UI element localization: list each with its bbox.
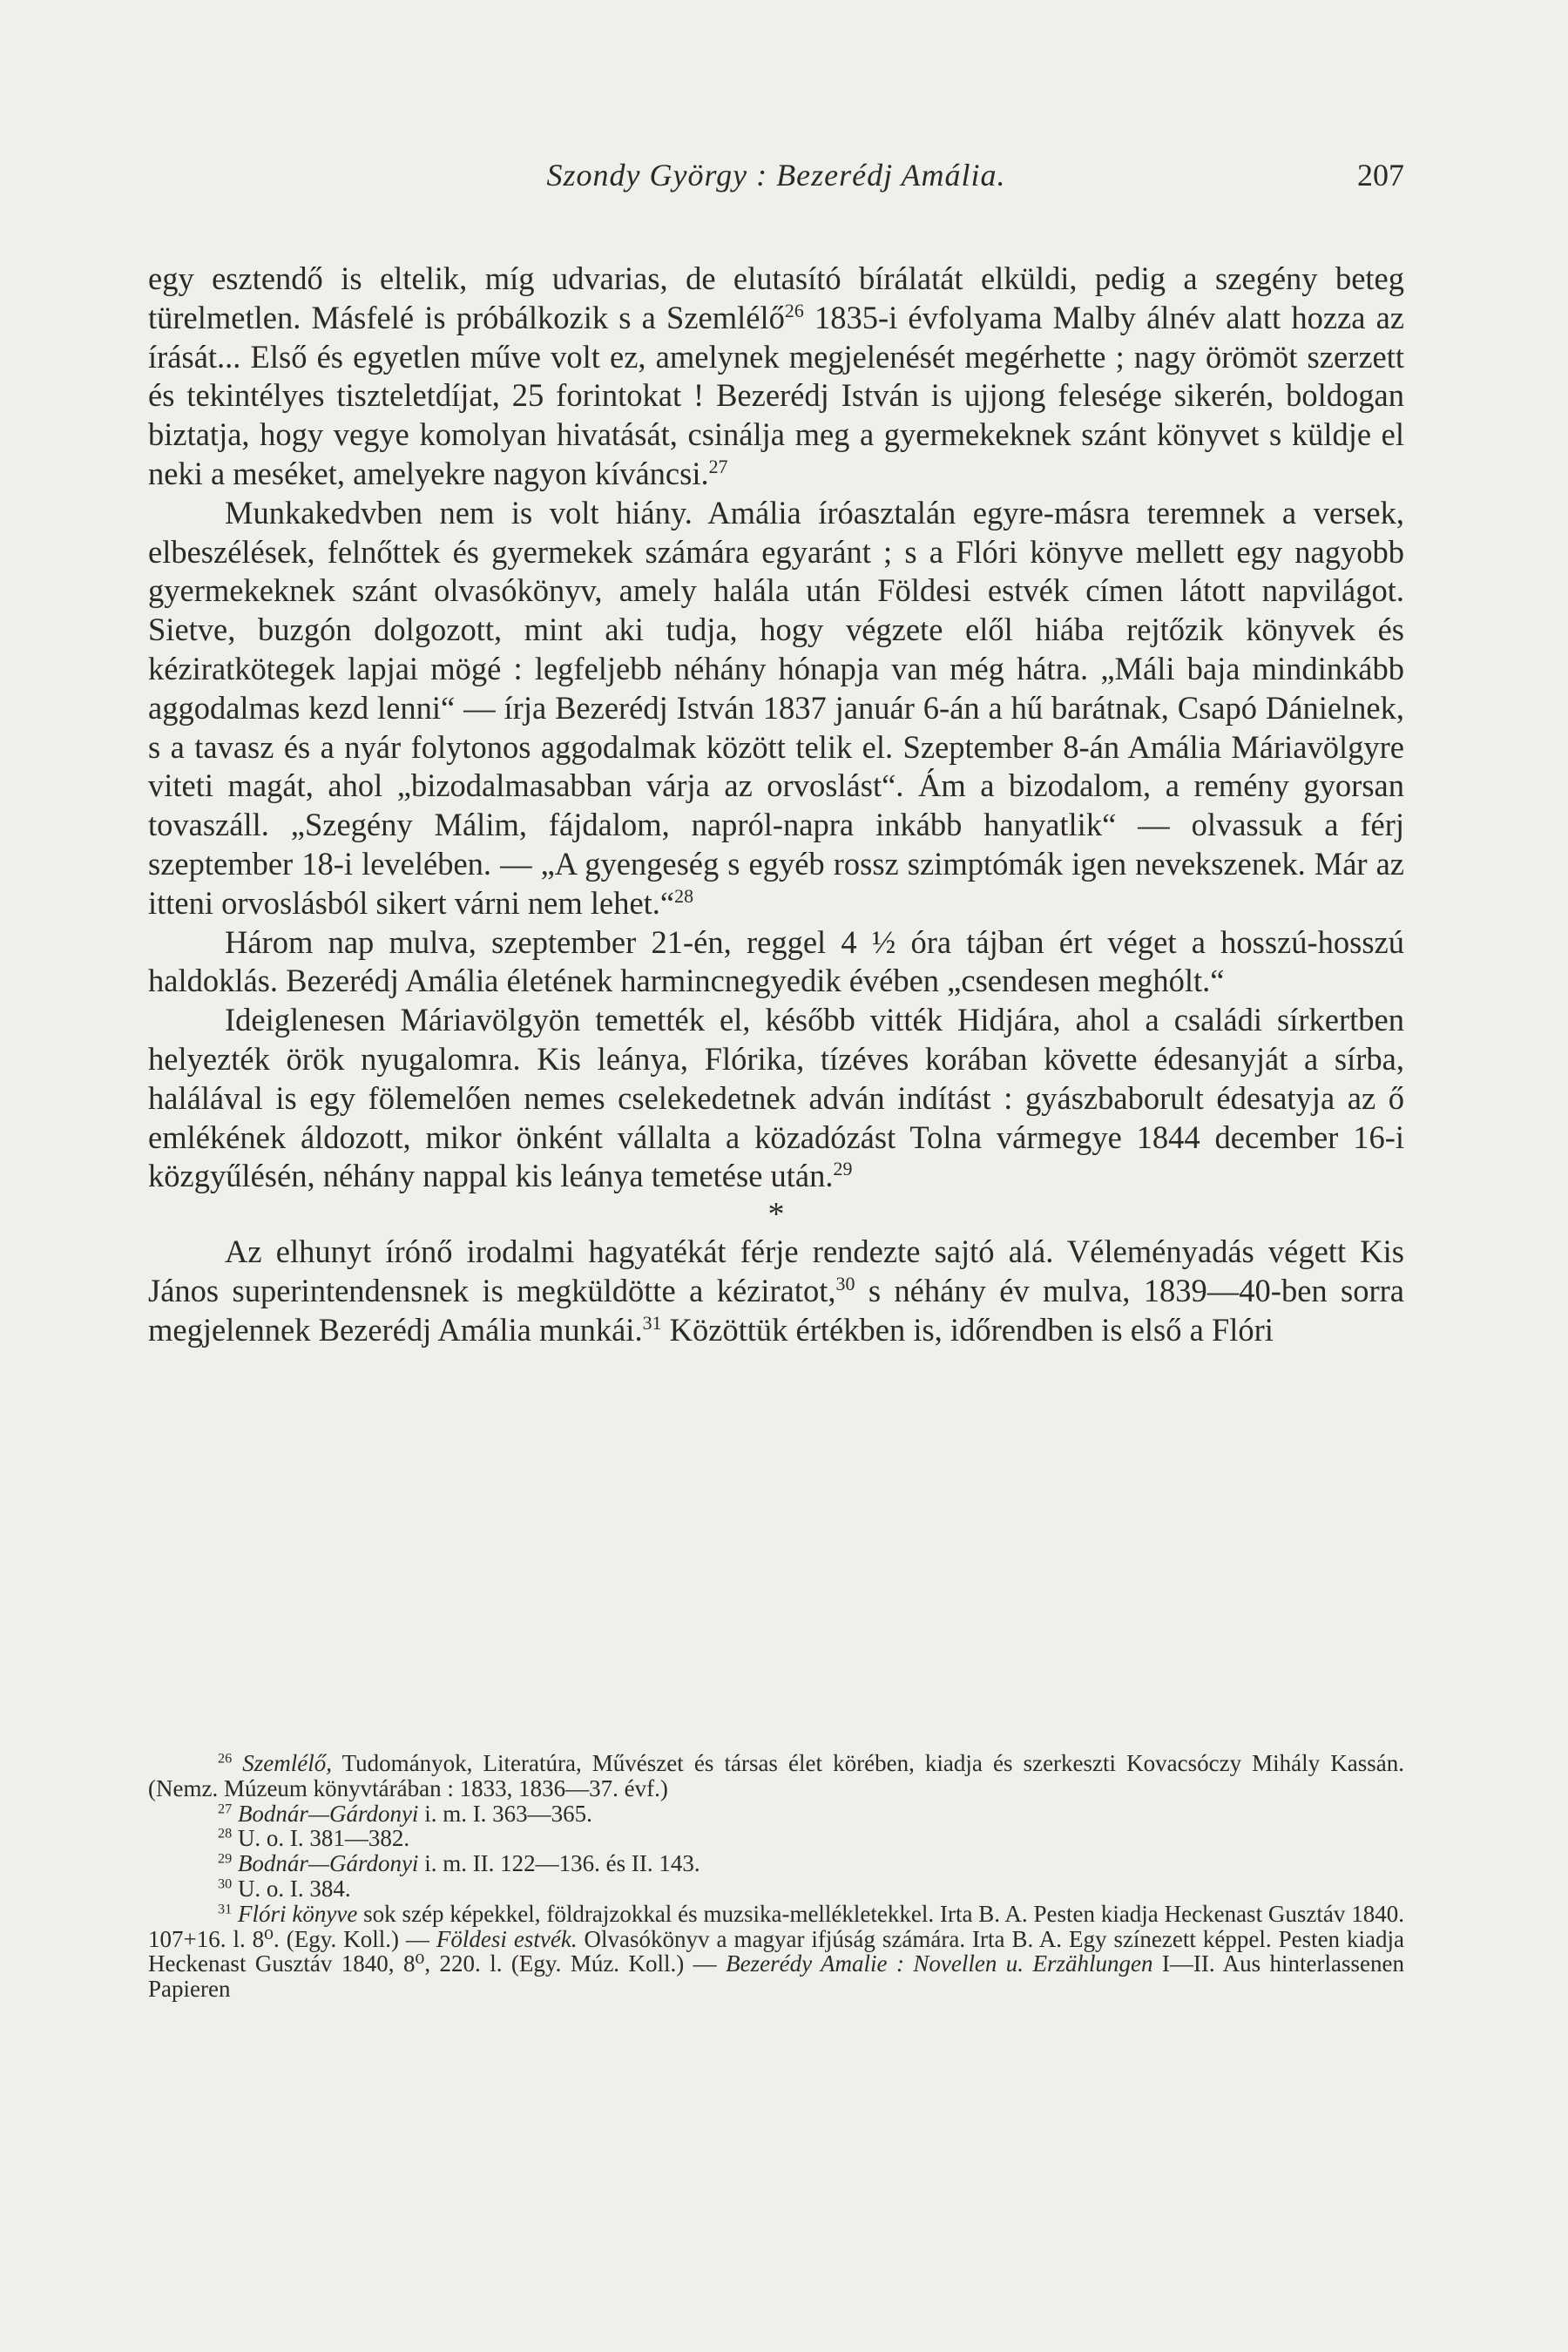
footnotes	[148, 1751, 1404, 2002]
footnote-number: 26	[218, 1750, 233, 1767]
footnote-title-2: Földesi estvék.	[436, 1925, 578, 1952]
paragraph-2	[148, 494, 1404, 923]
footnote-ref-29: 29	[833, 1158, 853, 1180]
footnote-31	[148, 1902, 1404, 2002]
footnote-number: 27	[218, 1800, 233, 1816]
footnote-28	[148, 1826, 1404, 1851]
paragraph-5-text-c: Közöttük értékben is, időrendben is első a Flóri	[661, 1311, 1274, 1348]
page-number: 207	[1357, 158, 1404, 193]
paragraph-5-text-a: Az elhunyt írónő irodalmi hagyatékát férje rendezte sajtó alá. Véleményadás végett Kis János superintendensnek is megküldötte a kéziratot,	[148, 1233, 1404, 1308]
running-head	[148, 153, 1404, 197]
footnote-29	[148, 1851, 1404, 1876]
footnote-ref-26: 26	[784, 299, 804, 321]
footnote-text: i. m. II. 122—136. és II. 143.	[418, 1850, 700, 1877]
footnote-text: sok szép képekkel, földrajzokkal és muzsika-mellékletekkel. Irta B. A. Pesten kiadja Heckenast Gusztáv 1840. 107+16. l. 8⁰. (Egy. Koll.) —	[148, 1900, 1404, 1952]
footnote-27	[148, 1801, 1404, 1827]
paragraph-5-text-b: s néhány év mulva, 1839—40-ben sorra megjelennek Bezerédj Amália munkái.	[148, 1272, 1404, 1348]
footnote-title: Bodnár—Gárdonyi	[237, 1850, 419, 1877]
footnote-30	[148, 1876, 1404, 1902]
footnote-text: U. o. I. 381—382.	[237, 1825, 410, 1852]
footnote-text-2: Olvasókönyv a magyar ifjúság számára. Irta B. A. Egy színezett képpel. Pesten kiadja Heckenast Gusztáv 1840, 8⁰, 220. l. (Egy. Múz. Koll.) —	[148, 1925, 1405, 1977]
footnote-ref-28: 28	[674, 884, 694, 907]
footnote-title: Bodnár—Gárdonyi	[237, 1800, 419, 1827]
footnote-number: 30	[218, 1876, 233, 1892]
footnote-number: 29	[218, 1850, 233, 1867]
footnote-title: Szemlélő,	[242, 1750, 333, 1776]
footnote-text: i. m. I. 363—365.	[418, 1800, 592, 1827]
footnote-title: Flóri könyve	[238, 1900, 358, 1927]
section-break-asterisk: *	[767, 1196, 785, 1233]
footnote-text: U. o. I. 384.	[237, 1875, 351, 1902]
paragraph-1-text-a: egy esztendő is eltelik, míg udvarias, de elutasító bírálatát elküldi, pedig a szegény beteg türelmetlen. Másfelé is próbálkozik s a Szemlélő	[148, 260, 1404, 335]
footnote-text: Tudományok, Literatúra, Művészet és társas élet körében, kiadja és szerkeszti Kovacsóczy Mihály Kassán. (Nemz. Múzeum könyvtárában : 1833, 1836—37. évf.)	[148, 1750, 1404, 1801]
running-head-title: Szondy György : Bezerédj Amália.	[546, 158, 1006, 193]
paragraph-2-text: Munkakedvben nem is volt hiány. Amália íróasztalán egyre-másra teremnek a versek, elbeszélések, felnőttek és gyermekek számára egyaránt ; s a Flóri könyve mellett egy nagyobb gyermekeknek szánt olvasókönyv, amely halála után Földesi estvék címen látott napvilágot. Sietve, buzgón dolgozott, mint aki tudja, hogy végzete elől hiába rejtőzik könyvek és kéziratkötegek lapjai mögé : legfeljebb néhány hónapja van még hátra. „Máli baja mindinkább aggodalmas kezd lenni“ — írja Bezerédj István 1837 január 6-án a hű barátnak, Csapó Dánielnek, s a tavasz és a nyár folytonos aggodalmak között telik el. Szeptember 8-án Amália Máriavölgyre viteti magát, ahol „bizodalmasabban várja az orvoslást“. Ám a bizodalom, a remény gyorsan tovaszáll. „Szegény Málim, fájdalom, napról-napra inkább hanyatlik“ — olvassuk a férj szeptember 18-i levelében. — „A gyengeség s egyéb rossz szimptómák igen nevekszenek. Már az itteni orvoslásból sikert várni nem lehet.“	[148, 494, 1404, 921]
footnote-26	[148, 1751, 1404, 1801]
paragraph-1	[148, 260, 1404, 494]
footnote-title-3: Bezerédy Amalie : Novellen u. Erzählungen	[726, 1950, 1153, 1977]
paragraph-5	[148, 1233, 1404, 1349]
paragraph-3: Három nap mulva, szeptember 21-én, reggel 4 ½ óra tájban ért véget a hosszú-hosszú haldoklás. Bezerédj Amália életének harmincnegyedik évében „csendesen meghólt.“	[148, 923, 1404, 999]
paragraph-4-text: Ideiglenesen Máriavölgyön temették el, később vitték Hidjára, ahol a családi sírkertben helyezték örök nyugalomra. Kis leánya, Flórika, tízéves korában követte édesanyját a sírba, halálával is egy fölemelően nemes cselekedetnek adván indítást : gyászbaborult édesatyja az ő emlékének áldozott, mikor önként vállalta a közadózást Tolna vármegye 1844 december 16-i közgyűlésén, néhány nappal kis leánya temetése után.	[148, 1002, 1404, 1194]
paragraph-1-text-b: 1835-i évfolyama Malby álnév alatt hozza az írását... Első és egyetlen műve volt ez, amelynek megjelenését megérhette ; nagy örömöt szerzett és tekintélyes tiszteletdíjat, 25 forintokat ! Bezerédj István is ujjong felesége sikerén, boldogan biztatja, hogy vegye komolyan hivatását, csinálja meg a gyermekeknek szánt könyvet s küldje el neki a meséket, amelyekre nagyon kíváncsi.	[148, 299, 1404, 491]
footnote-ref-31: 31	[642, 1311, 662, 1334]
footnote-ref-27: 27	[708, 455, 728, 477]
paragraph-4	[148, 1001, 1404, 1196]
footnote-number: 28	[218, 1825, 233, 1842]
footnote-text-3: I—II. Aus hinterlassenen Papieren	[148, 1950, 1404, 2003]
footnote-ref-30: 30	[835, 1272, 855, 1294]
footnote-number: 31	[218, 1901, 233, 1917]
body-text	[148, 260, 1404, 1350]
